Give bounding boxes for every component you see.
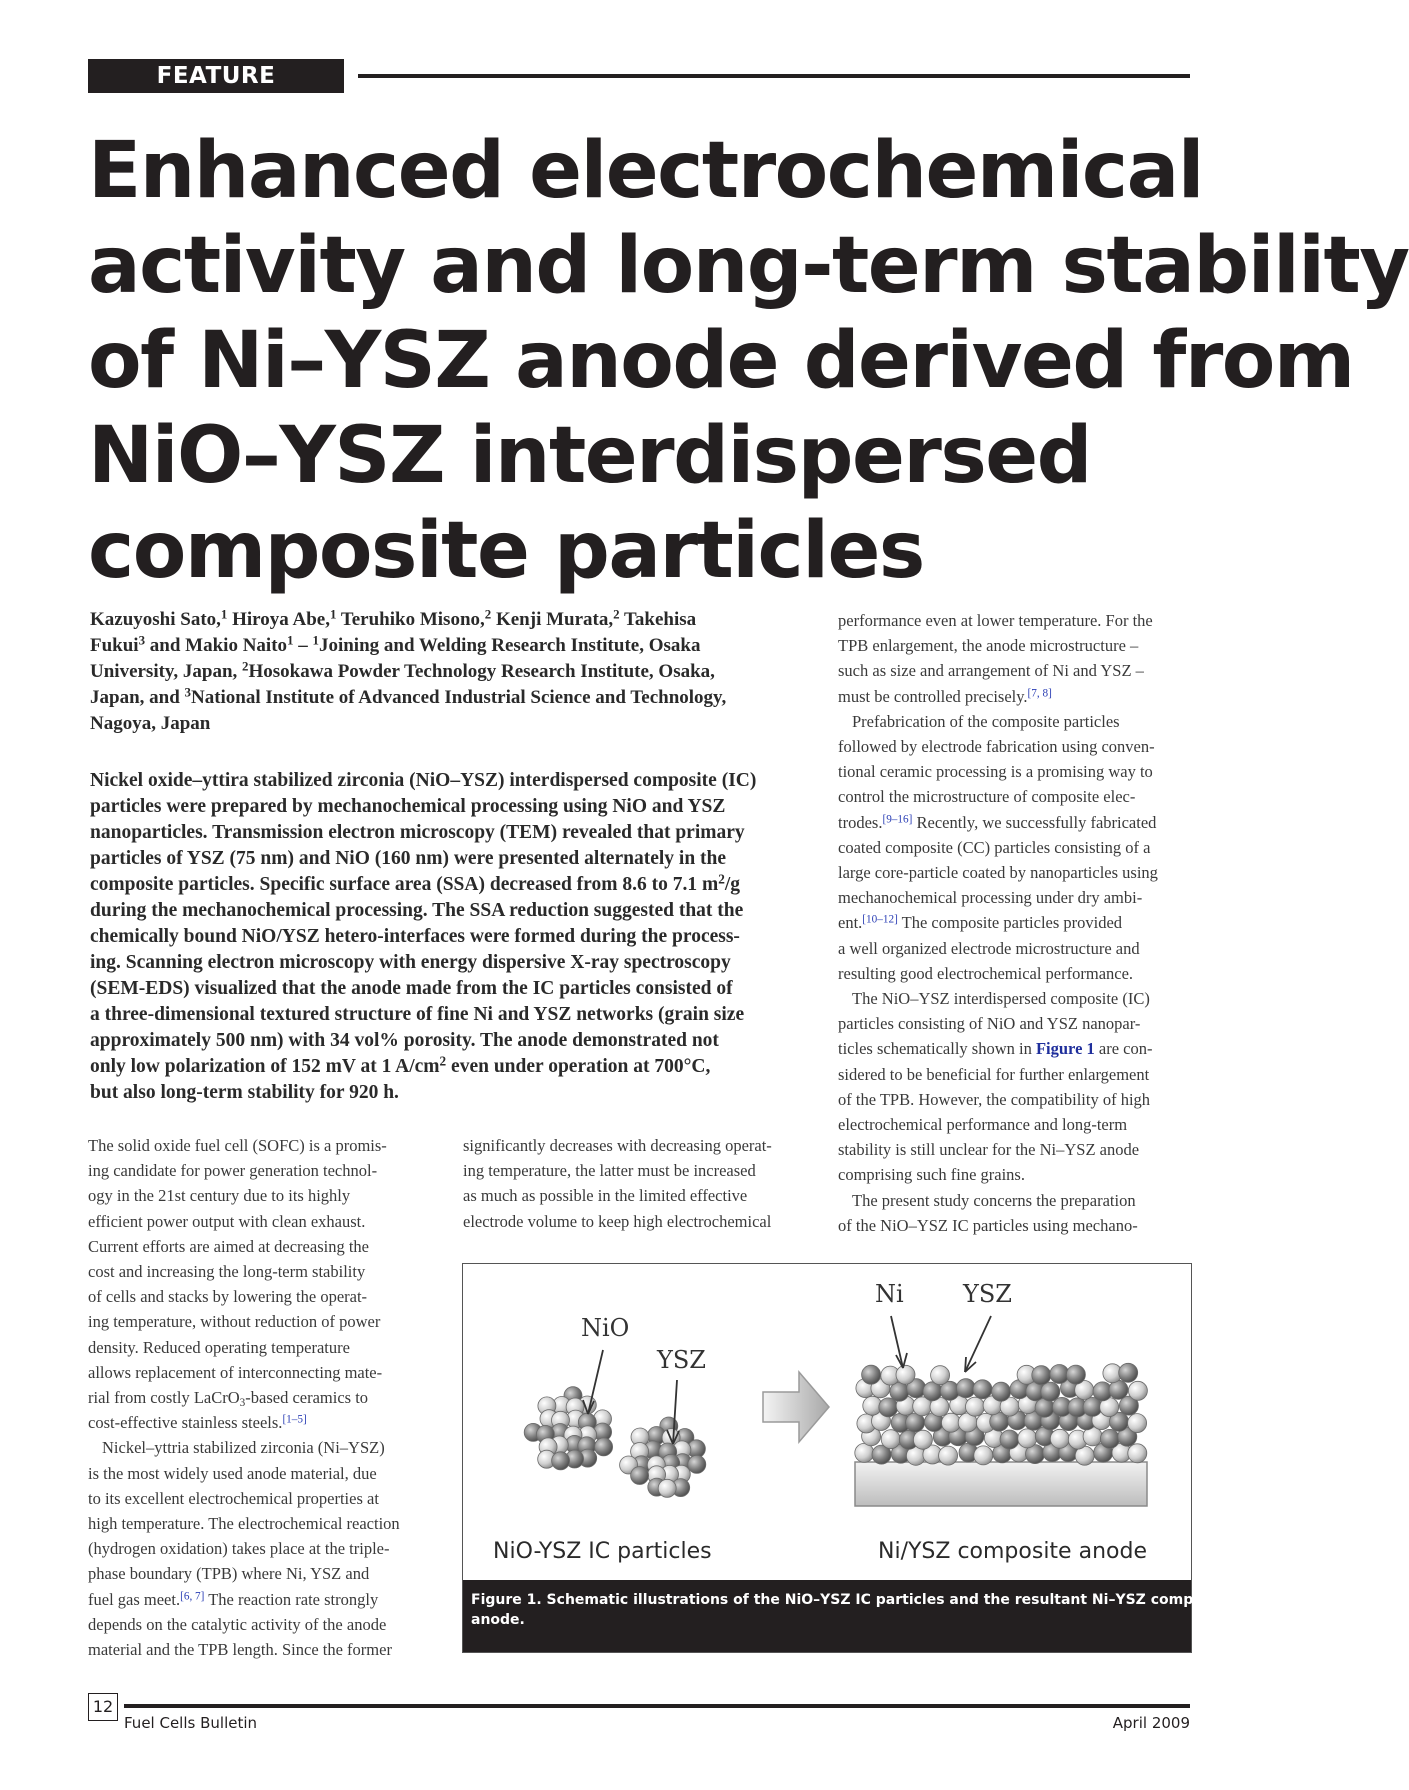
figure-label-right: Ni/YSZ composite anode [878, 1539, 1147, 1564]
footer-rule [124, 1704, 1190, 1708]
issue-date: April 2009 [1112, 1714, 1190, 1732]
figure-link[interactable]: Figure 1 [1035, 1039, 1095, 1059]
ysz-particle [1066, 1365, 1085, 1384]
author-line: Fukui$^3$ and Makio Naito$^1$ – $^1$Joining and Welding Research Institute, Osaka [90, 632, 701, 656]
anode-substrate [855, 1462, 1147, 1506]
ysz-particle [595, 1438, 613, 1456]
figure-label-left: NiO-YSZ IC particles [493, 1539, 712, 1564]
journal-name: Fuel Cells Bulletin [124, 1714, 258, 1732]
abstract: Nickel oxide–yttira stabilized zirconia (NiO–YSZ) interdispersed composite (IC) particles were prepared by mechanochemical processing using NiO and YSZ nanoparticles. Transmission electron microscopy (TEM) revealed that primary particles of YSZ (75 nm) and NiO (160 nm) were presented alternately in the composite particles. Specific surface area (SSA) decreased from 8.6 to 7.1 $m^2/g$ during the mechanochemical processing. The SSA reduction suggested that the chemically bound NiO/YSZ hetero-interfaces were formed during the process- ing. Scanning electron microscopy with energy dispersive X-ray spectroscopy (SEM-EDS) visualized that the anode made from the IC particles consisted of a three-dimensional textured structure of fine Ni and YSZ networks (grain size approximately 500 nm) with 34 vol% porosity. The anode demonstrated not only low polarization of 152 mV at 1 $A/cm^2$ even under operation at 700°C, but also long-term stability for 920 h. [90, 770, 757, 1103]
ysz-particle [1000, 1430, 1019, 1449]
ysz-label-left: YSZ [657, 1346, 706, 1374]
figure-caption: Figure 1. Schematic illustrations of the NiO–YSZ IC particles and the resultant Ni–YSZ composite anode. [463, 1580, 1191, 1652]
nio-particle [913, 1430, 932, 1449]
anode-particle-layer [855, 1363, 1148, 1465]
nio-ysz-particle-cluster [524, 1387, 612, 1470]
ysz-particle [879, 1398, 898, 1417]
title-line: composite particles [88, 506, 924, 596]
figure-illustration [463, 1264, 1191, 1580]
nio-particle [974, 1446, 993, 1465]
author-affiliations [90, 607, 806, 737]
title-line: Enhanced electrochemical [88, 126, 1204, 216]
citation-link[interactable]: [10–12] [862, 913, 898, 926]
nio-particle [1128, 1414, 1147, 1433]
ysz-particle [1100, 1429, 1119, 1448]
process-arrow-icon [763, 1372, 829, 1442]
nio-particle [942, 1413, 961, 1432]
ysz-particle [552, 1452, 570, 1470]
body-column-1: The solid oxide fuel cell (SOFC) is a promis- ing candidate for power generation technol- ogy in the 21st century due to its highly efficient power output with clean exhaust. Current efforts are aimed at decreasing the cost and increasing the long-term stability of cells and stacks by lowering the operat- ing temperature, without reduction of power density. Reduced operating temperature allows replacement of interconnecting mate- rial from costly LaCrO$_3$-based ceramics to cost-effective stainless steels.[1–5] Nickel–yttria stabilized zirconia (Ni–YSZ) is the most widely used anode material, due to its excellent electrochemical properties at high temperature. The electrochemical reaction (hydrogen oxidation) takes place at the triple- phase boundary (TPB) where Ni, YSZ and fuel gas meet.[6, 7] The reaction rate strongly depends on the catalytic activity of the anode material and the TPB length. Since the former [88, 1136, 400, 1660]
header-rule [358, 74, 1190, 78]
nio-particle [1128, 1444, 1147, 1463]
ysz-particle [956, 1379, 975, 1398]
author-line: Kazuyoshi Sato,$^1$ Hiroya Abe,$^1$ Teruhiko Misono,$^2$ Kenji Murata,$^2$ Takehisa [90, 606, 697, 630]
ni-label: Ni [875, 1280, 904, 1308]
nio-particle [966, 1397, 985, 1416]
ysz-particle [862, 1365, 881, 1384]
title-line: of Ni–YSZ anode derived from [88, 316, 1354, 406]
nio-particle [931, 1366, 950, 1385]
nio-particle [1128, 1381, 1147, 1400]
nio-particle [1050, 1429, 1069, 1448]
author-line: University, Japan, $^2$Hosokawa Powder Technology Research Institute, Osaka, [90, 658, 715, 682]
body-column-2: significantly decreases with decreasing operat- ing temperature, the latter must be increased as much as possible in the limited effective electrode volume to keep high electrochemical [463, 1136, 772, 1231]
ysz-particle [631, 1467, 649, 1485]
ysz-label-right: YSZ [963, 1280, 1012, 1308]
page-number: 12 [88, 1693, 118, 1721]
article-title [88, 124, 1409, 599]
ysz-particle [688, 1455, 706, 1473]
ysz-particle [1041, 1382, 1060, 1401]
citation-link[interactable]: [1–5] [282, 1413, 307, 1426]
ysz-particle [992, 1382, 1011, 1401]
nio-particle [939, 1446, 958, 1465]
citation-link[interactable]: [6, 7] [180, 1590, 205, 1603]
ysz-particle [973, 1380, 992, 1399]
nio-label: NiO [581, 1314, 630, 1342]
body-column-3: performance even at lower temperature. For the TPB enlargement, the anode microstructure – such as size and arrangement of Ni and YSZ – must be controlled precisely.[7, 8] Prefabrication of the composite particles followed by electrode fabrication using conven- tional ceramic processing is a promising way to control the microstructure of composite elec- trodes.[9–16] Recently, we successfully fabricated coated composite (CC) particles consisting of a large core-particle coated by nanoparticles using mechanochemical processing under dry ambi- ent.[10–12] The composite particles provided a well organized electrode microstructure and resulting good electrochemical performance. The NiO–YSZ interdispersed composite (IC) particles consisting of NiO and YSZ nanopar- ticles schematically shown in Figure 1 are con- sidered to be beneficial for further enlargement of the TPB. However, the compatibility of high electrochemical performance and long-term stability is still unclear for the Ni–YSZ anode comprising such fine grains. The present study concerns the preparation of the NiO–YSZ IC particles using mechano- [838, 611, 1158, 1235]
section-banner: FEATURE [88, 59, 344, 93]
citation-link[interactable]: [7, 8] [1027, 687, 1052, 699]
nio-particle [1018, 1429, 1037, 1448]
nio-particle [855, 1443, 874, 1462]
nio-particle [658, 1479, 676, 1497]
ysz-particle [1032, 1366, 1051, 1385]
author-line: Nagoya, Japan [90, 713, 211, 734]
ysz-particle [1119, 1363, 1138, 1382]
title-line: NiO–YSZ interdispersed [88, 411, 1091, 501]
nio-particle [896, 1365, 915, 1384]
citation-link[interactable]: [9–16] [882, 813, 913, 826]
nio-particle [881, 1430, 900, 1449]
figure-1 [462, 1263, 1233, 1653]
author-line: Japan, and $^3$National Institute of Advanced Industrial Science and Technology, [90, 684, 727, 708]
title-line: activity and long-term stability [88, 221, 1409, 311]
ysz-nio-particle-cluster [620, 1417, 706, 1497]
